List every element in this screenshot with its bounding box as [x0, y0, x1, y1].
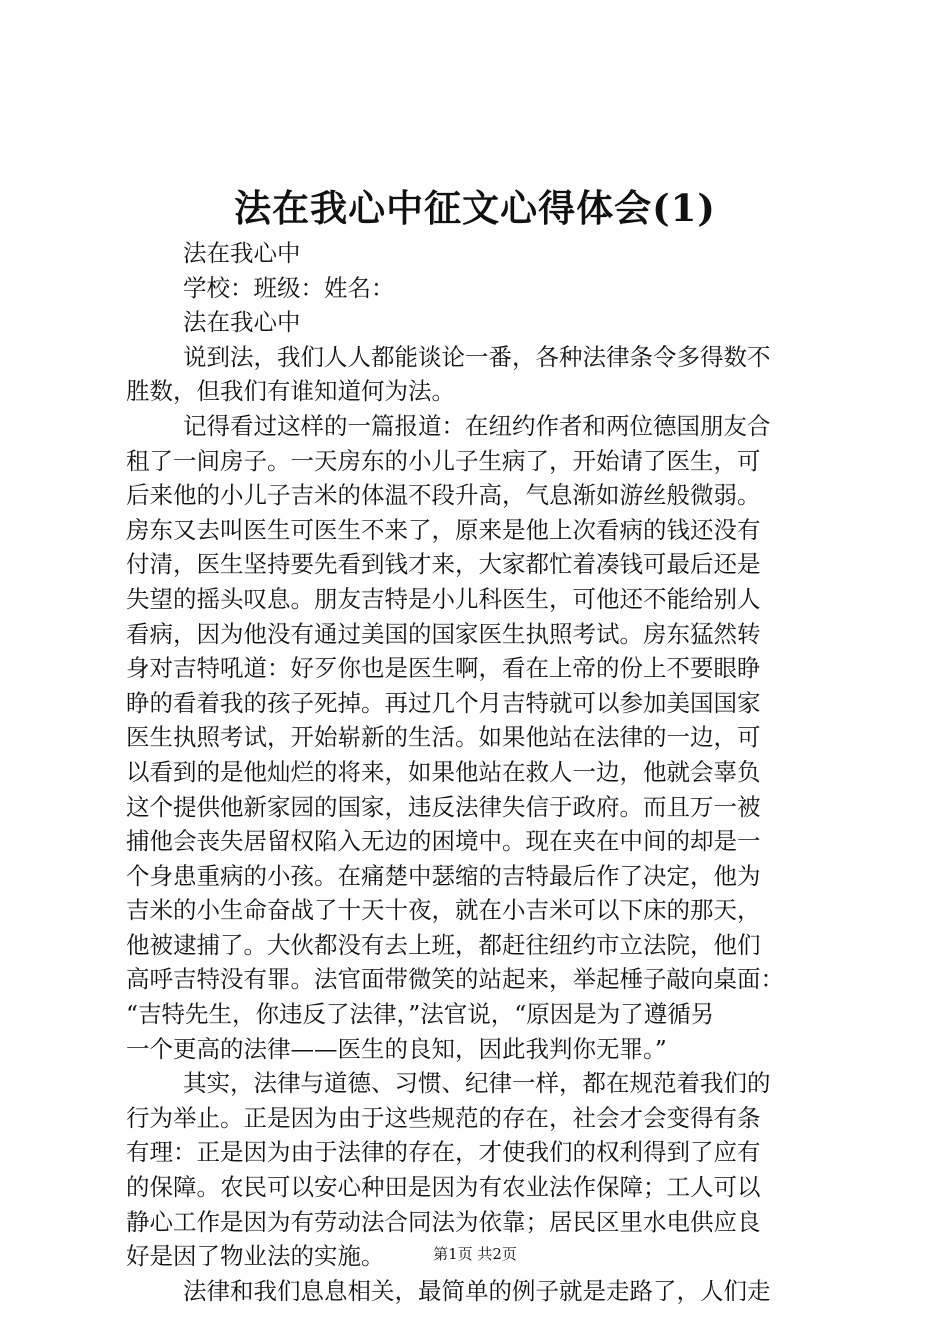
- text-line: 付清，医生坚持要先看到钱才来，大家都忙着凑钱可最后还是: [126, 550, 761, 579]
- text-line: 看病，因为他没有通过美国的国家医生执照考试。房东猛然转: [126, 619, 761, 648]
- text-line: 一个更高的法律——医生的良知，因此我判你无罪。”: [126, 1034, 667, 1063]
- text-line: 法在我心中: [183, 239, 301, 267]
- text-line: 睁的看着我的孩子死掉。再过几个月吉特就可以参加美国国家: [126, 688, 761, 717]
- text-line: 法律和我们息息相关，最简单的例子就是走路了，人们走: [183, 1276, 771, 1305]
- text-line: 后来他的小儿子吉米的体温不段升高，气息渐如游丝般微弱。: [126, 481, 761, 510]
- text-line: 行为举止。正是因为由于这些规范的存在，社会才会变得有条: [126, 1103, 761, 1132]
- text-line: 租了一间房子。一天房东的小儿子生病了，开始请了医生，可: [126, 446, 761, 475]
- text-line: 其实，法律与道德、习惯、纪律一样，都在规范着我们的: [183, 1069, 771, 1098]
- text-line: 他被逮捕了。大伙都没有去上班，都赶往纽约市立法院，他们: [126, 930, 761, 959]
- text-line: 以看到的是他灿烂的将来，如果他站在救人一边，他就会辜负: [126, 757, 761, 786]
- text-line: 高呼吉特没有罪。法官面带微笑的站起来，举起棰子敲向桌面：: [126, 965, 784, 994]
- document-body: [126, 236, 836, 1308]
- text-line: 静心工作是因为有劳动法合同法为依靠；居民区里水电供应良: [126, 1207, 761, 1236]
- text-line: 失望的摇头叹息。朋友吉特是小儿科医生，可他还不能给别人: [126, 584, 761, 613]
- text-line: 身对吉特吼道：好歹你也是医生啊，看在上帝的份上不要眼睁: [126, 654, 761, 683]
- text-line: 医生执照考试，开始崭新的生活。如果他站在法律的一边，可: [126, 723, 761, 752]
- text-line: 胜数，但我们有谁知道何为法。: [126, 377, 455, 406]
- text-line: 法在我心中: [183, 308, 301, 337]
- document-title: 法在我心中征文心得体会(1): [234, 186, 716, 230]
- page-footer: 第1页 共2页: [433, 1245, 517, 1263]
- text-line: 吉米的小生命奋战了十天十夜，就在小吉米可以下床的那天，: [126, 896, 761, 925]
- text-line: 好是因了物业法的实施。: [126, 1242, 385, 1271]
- text-line: 房东又去叫医生可医生不来了，原来是他上次看病的钱还没有: [126, 515, 761, 544]
- text-line: 个身患重病的小孩。在痛楚中瑟缩的吉特最后作了决定，他为: [126, 861, 761, 890]
- text-line: 捕他会丧失居留权陷入无边的困境中。现在夹在中间的却是一: [126, 827, 761, 856]
- text-line: 的保障。农民可以安心种田是因为有农业法作保障；工人可以: [126, 1173, 761, 1202]
- text-line: 记得看过这样的一篇报道：在纽约作者和两位德国朋友合: [183, 411, 771, 440]
- text-line: 这个提供他新家园的国家，违反法律失信于政府。而且万一被: [126, 792, 761, 821]
- text-line: 说到法，我们人人都能谈论一番，各种法律条令多得数不: [183, 342, 771, 371]
- text-line: “吉特先生，你违反了法律，”法官说，“原因是为了遵循另: [126, 1000, 715, 1029]
- text-line: 学校：班级：姓名：: [183, 273, 395, 302]
- text-line: 有理：正是因为由于法律的存在，才使我们的权利得到了应有: [126, 1138, 761, 1167]
